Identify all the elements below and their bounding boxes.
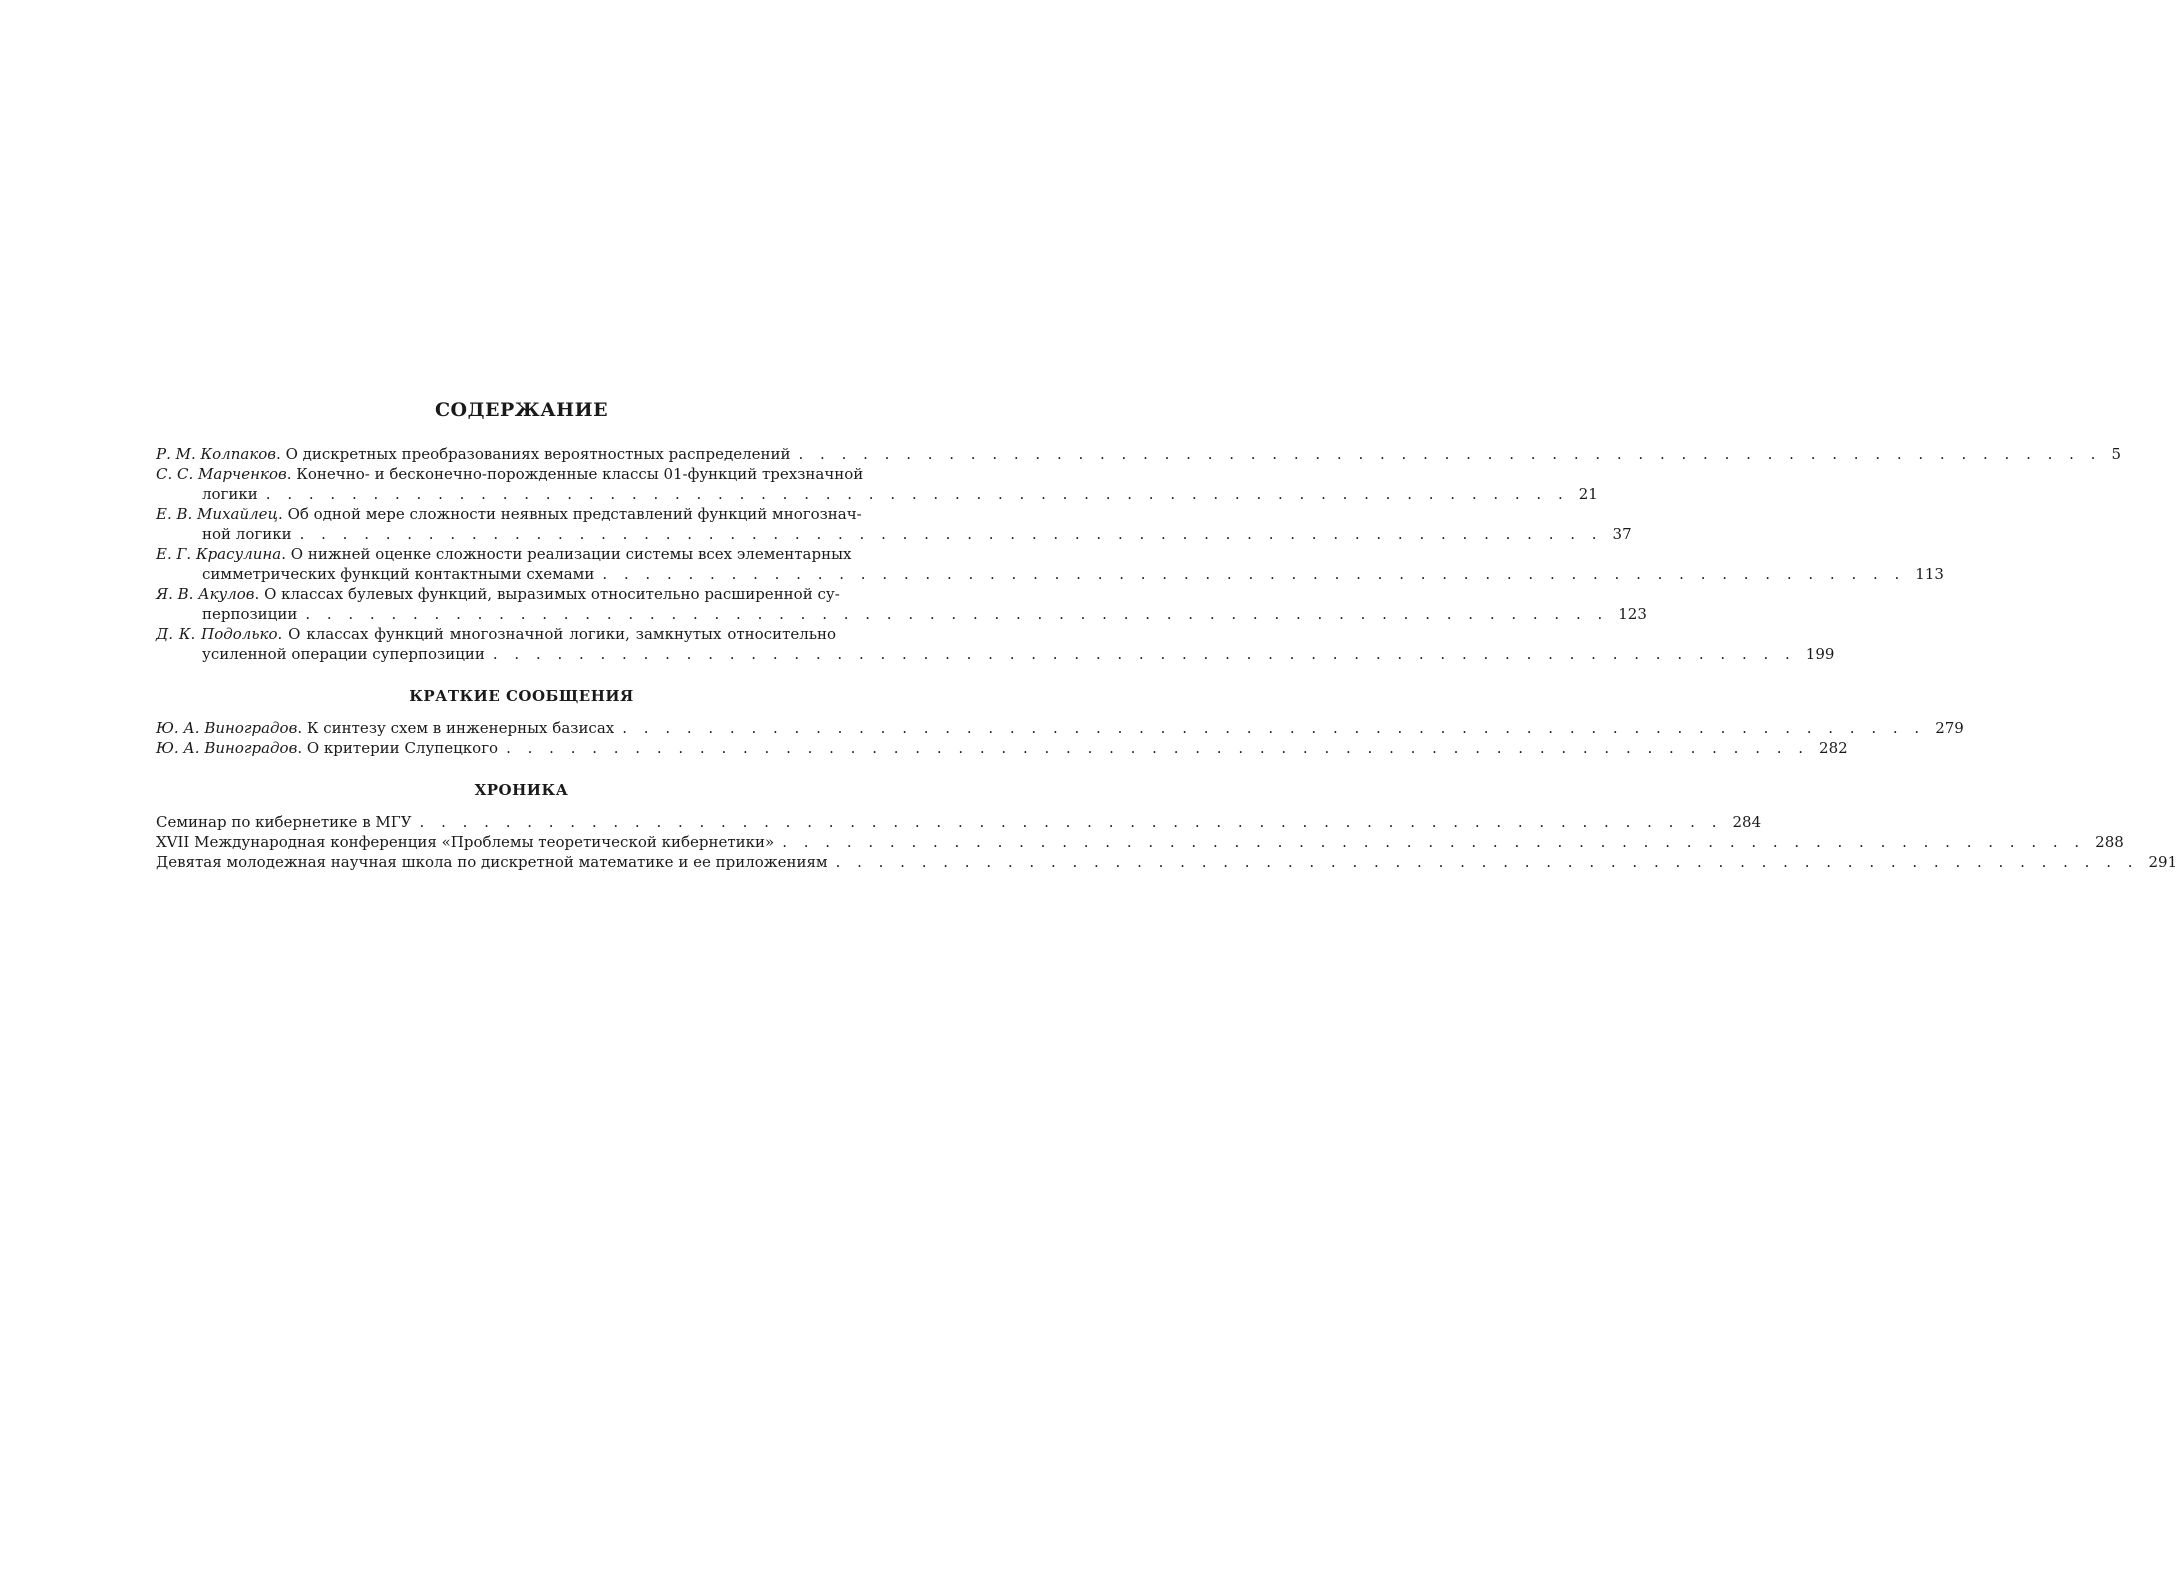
toc-entry[interactable] (156, 444, 2121, 464)
entry-title: Семинар по кибернетике в МГУ (156, 813, 412, 831)
entry-author: Р. М. Колпаков (156, 445, 277, 463)
contents-title: СОДЕРЖАНИЕ (434, 399, 609, 421)
dot-leader: . . . . . . . . . . . . . . . . . . . . . . . . . . . . . . . . . . . . . . . . . . . . . . . . . . . . . . . . . . . . . (299, 525, 1603, 543)
entry-title: . О критерии Слупецкого (297, 739, 499, 757)
short-communications-title: КРАТКИЕ СООБЩЕНИЯ (409, 687, 634, 705)
entry-title: . О нижней оценке сложности реализации системы всех элементарных (281, 545, 852, 563)
page-number: 284 (1732, 813, 1762, 831)
entry-title-continuation: усиленной операции суперпозиции (202, 645, 485, 663)
dot-leader: . . . . . . . . . . . . . . . . . . . . . . . . . . . . . . . . . . . . . . . . . . . . . . . . . . . . . . . . . . . . . (506, 739, 1810, 757)
dot-leader: . . . . . . . . . . . . . . . . . . . . . . . . . . . . . . . . . . . . . . . . . . . . . . . . . . . . . . . . . . . . . (622, 719, 1926, 737)
toc-entry[interactable] (156, 544, 1944, 584)
entry-author: Е. В. Михайлец (156, 505, 279, 523)
dot-leader: . . . . . . . . . . . . . . . . . . . . . . . . . . . . . . . . . . . . . . . . . . . . . . . . . . . . . . . . . . . . . (602, 565, 1906, 583)
entry-title: . О классах функций многозначной логики, замкнутых относительно (277, 625, 837, 643)
toc-entry[interactable] (156, 852, 2177, 872)
page-number: 199 (1805, 645, 1835, 663)
entry-title-continuation: перпозиции (202, 605, 298, 623)
page-number: 279 (1935, 719, 1964, 737)
toc-entry[interactable] (156, 718, 1964, 738)
toc-entry[interactable] (156, 464, 1598, 504)
entry-author: Ю. А. Виноградов (156, 719, 298, 737)
page-number: 113 (1915, 565, 1944, 583)
toc-entry[interactable] (156, 832, 2124, 852)
dot-leader: . . . . . . . . . . . . . . . . . . . . . . . . . . . . . . . . . . . . . . . . . . . . . . . . . . . . . . . . . . . . . (419, 813, 1723, 831)
entry-title: . К синтезу схем в инженерных базисах (297, 719, 615, 737)
toc-entry[interactable] (156, 738, 1848, 758)
page-number: 123 (1618, 605, 1647, 623)
entry-title-continuation: ной логики (202, 525, 292, 543)
entry-title: Девятая молодежная научная школа по дискретной математике и ее приложениям (156, 853, 828, 871)
chronicle-title: ХРОНИКА (474, 781, 569, 799)
entry-title: . Конечно- и бесконечно-порожденные классы 01-функций трехзначной (286, 465, 864, 483)
entry-author: Ю. А. Виноградов (156, 739, 298, 757)
entry-author: Д. К. Подолько (156, 625, 278, 643)
dot-leader: . . . . . . . . . . . . . . . . . . . . . . . . . . . . . . . . . . . . . . . . . . . . . . . . . . . . . . . . . . . . . (265, 485, 1569, 503)
entry-title: . О классах булевых функций, выразимых относительно расширенной су- (254, 585, 840, 603)
table-of-contents (156, 398, 2177, 872)
page-number: 288 (2095, 833, 2124, 851)
page-number: 5 (2111, 445, 2121, 463)
entry-title: . О дискретных преобразованиях вероятностных распределений (276, 445, 791, 463)
toc-entry[interactable] (156, 504, 1632, 544)
entry-title-continuation: логики (202, 485, 258, 503)
dot-leader: . . . . . . . . . . . . . . . . . . . . . . . . . . . . . . . . . . . . . . . . . . . . . . . . . . . . . . . . . . . . . (492, 645, 1796, 663)
dot-leader: . . . . . . . . . . . . . . . . . . . . . . . . . . . . . . . . . . . . . . . . . . . . . . . . . . . . . . . . . . . . . (835, 853, 2139, 871)
page-number: 291 (2148, 853, 2177, 871)
dot-leader: . . . . . . . . . . . . . . . . . . . . . . . . . . . . . . . . . . . . . . . . . . . . . . . . . . . . . . . . . . . . . (305, 605, 1609, 623)
page-number: 282 (1819, 739, 1848, 757)
toc-entry[interactable] (156, 584, 1647, 624)
page-number: 37 (1612, 525, 1632, 543)
entry-title: . Об одной мере сложности неявных представлений функций многознач- (278, 505, 862, 523)
entry-author: С. С. Марченков (156, 465, 287, 483)
page-number: 21 (1578, 485, 1598, 503)
entry-title: XVII Международная конференция «Проблемы теоретической кибернетики» (156, 833, 775, 851)
dot-leader: . . . . . . . . . . . . . . . . . . . . . . . . . . . . . . . . . . . . . . . . . . . . . . . . . . . . . . . . . . . . . (798, 445, 2102, 463)
entry-title-continuation: симметрических функций контактными схемами (202, 565, 595, 583)
toc-entry[interactable] (156, 624, 1835, 664)
entry-author: Я. В. Акулов (156, 585, 255, 603)
dot-leader: . . . . . . . . . . . . . . . . . . . . . . . . . . . . . . . . . . . . . . . . . . . . . . . . . . . . . . . . . . . . . (782, 833, 2086, 851)
toc-entry[interactable] (156, 812, 1762, 832)
entry-author: Е. Г. Красулина (156, 545, 282, 563)
